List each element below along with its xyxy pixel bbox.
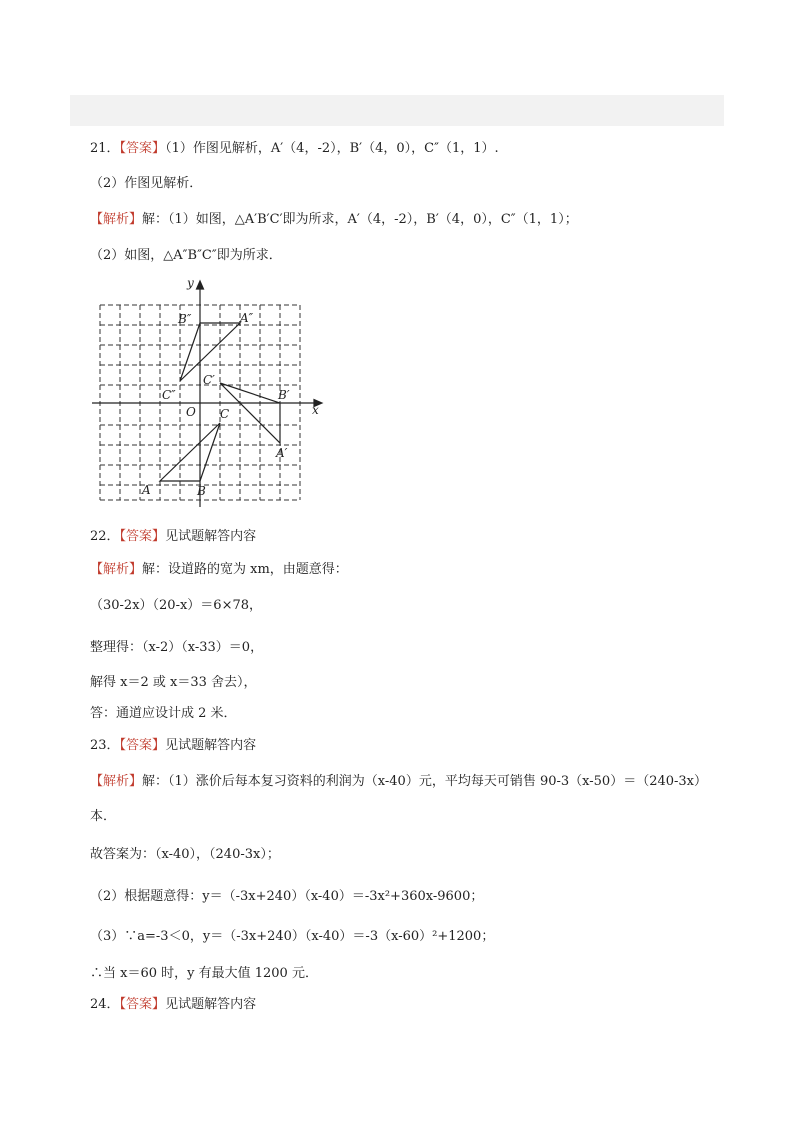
q23-analysis-continued: 本．	[90, 809, 117, 824]
q22-equation-3: 解得 x＝2 或 x＝33 舍去），	[90, 675, 257, 690]
y-axis-label: y	[187, 276, 194, 290]
q24-number: 24．	[90, 997, 120, 1012]
header-band	[70, 95, 724, 126]
q21-answer-line-2: （2）作图见解析．	[90, 176, 203, 191]
q21-analysis-line-2: （2）如图，△A″B″C″即为所求．	[90, 248, 282, 263]
point-c1-label: C′	[203, 373, 215, 387]
q23-analysis-text: 解：（1）涨价后每本复习资料的利润为（x-40）元，平均每天可销售 90-3（x-50）＝（240-3x）	[142, 774, 708, 789]
q23-analysis-tag: 【解析】	[90, 774, 143, 789]
q22-answer-line	[90, 528, 256, 546]
q24-answer-line	[90, 996, 256, 1014]
q22-analysis-tag: 【解析】	[90, 562, 143, 577]
q24-answer-text: 见试题解答内容	[165, 997, 257, 1012]
point-b-label: B	[197, 484, 206, 498]
q22-equation-1: （30-2x）（20-x）＝6×78，	[90, 598, 263, 613]
point-b2-label: B″	[178, 312, 192, 326]
point-a2-label: A″	[240, 311, 254, 325]
point-a1-label: A′	[276, 446, 288, 460]
point-c-label: C	[220, 407, 230, 421]
q21-answer-text: （1）作图见解析，A′（4，-2），B′（4，0），C″（1，1）.	[165, 141, 499, 156]
q22-answer-tag: 【答案】	[119, 529, 166, 544]
point-b1-label: B′	[278, 388, 290, 402]
q23-analysis-line	[90, 773, 707, 791]
q22-number: 22．	[90, 529, 120, 544]
point-a-label: A	[142, 483, 151, 497]
q23-line-3: （2）根据题意得：y＝（-3x+240）（x-40）＝-3x²+360x-9600；	[90, 889, 484, 904]
q23-answer-line	[90, 737, 256, 755]
q23-answer-tag: 【答案】	[119, 738, 166, 753]
q21-answer-line	[90, 140, 499, 158]
q22-answer-text: 见试题解答内容	[165, 529, 257, 544]
coordinate-grid-figure	[90, 272, 340, 512]
q23-line-4: （3）∵a=-3＜0，y＝（-3x+240）（x-40）＝-3（x-60）²+1200；	[90, 929, 495, 944]
point-c2-label: C″	[162, 388, 176, 402]
q22-analysis-text: 解：设道路的宽为 xm，由题意得：	[142, 562, 348, 577]
triangle-abc	[160, 423, 220, 481]
x-axis-label: x	[312, 403, 319, 417]
q21-analysis-line	[90, 211, 578, 229]
q22-analysis-line	[90, 561, 348, 579]
q23-line-2: 故答案为：（x-40），（240-3x）；	[90, 847, 280, 862]
q22-equation-4: 答：通道应设计成 2 米．	[90, 706, 237, 721]
origin-label: O	[186, 405, 196, 419]
q24-answer-tag: 【答案】	[119, 997, 166, 1012]
q23-line-5: ∴当 x＝60 时，y 有最大值 1200 元．	[90, 966, 318, 981]
q21-analysis-text: 解：（1）如图，△A′B′C′即为所求，A′（4，-2），B′（4，0），C″（1，1）；	[142, 212, 578, 227]
q21-analysis-tag: 【解析】	[90, 212, 143, 227]
q21-number: 21．	[90, 141, 120, 156]
q23-answer-text: 见试题解答内容	[165, 738, 257, 753]
q21-answer-tag: 【答案】	[119, 141, 166, 156]
q22-equation-2: 整理得：（x-2）（x-33）＝0，	[90, 640, 264, 655]
q23-number: 23．	[90, 738, 120, 753]
